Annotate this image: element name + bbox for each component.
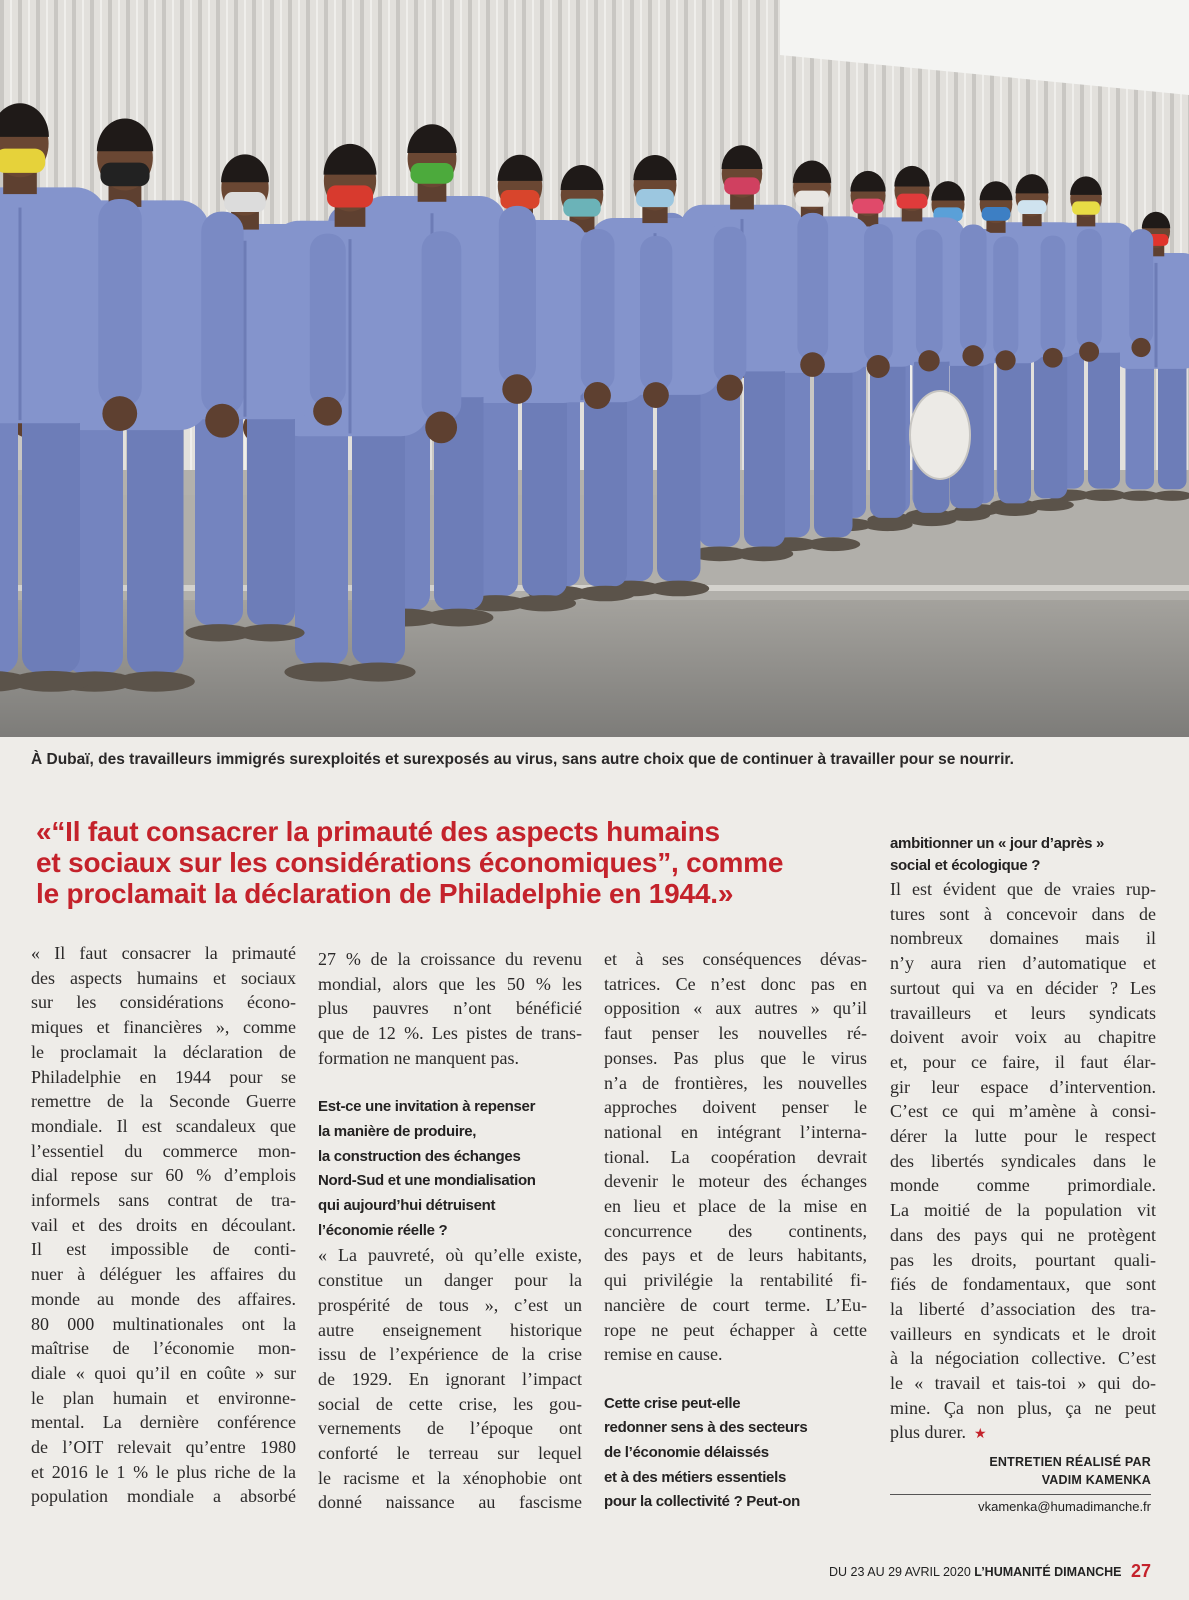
text-line — [318, 1342, 582, 1367]
answer-text — [604, 947, 867, 1367]
text-line-content: concurrence des continents, — [604, 1220, 867, 1241]
text-line-content: nuer à déléguer les affaires du — [31, 1264, 296, 1285]
text-line — [890, 1420, 1156, 1447]
credits-author: VADIM KAMENKA — [890, 1471, 1151, 1495]
interview-question — [604, 1392, 867, 1516]
text-line — [604, 1416, 867, 1441]
text-line — [890, 1173, 1156, 1198]
text-line-content: l’essentiel du commerce mon- — [31, 1140, 296, 1161]
text-line-content: dérer la lutte pour le respect — [890, 1126, 1156, 1147]
text-line — [604, 1071, 867, 1096]
text-line-content: doivent avoir voix au chapitre — [890, 1027, 1156, 1048]
text-line-content: dans des pays qui ne protègent — [890, 1224, 1156, 1245]
text-line — [318, 1169, 582, 1194]
text-line-content: et à des métiers essentiels — [604, 1468, 787, 1486]
answer-text — [318, 947, 582, 1071]
text-line-content: nancière de court terme. L’Eu- — [604, 1294, 867, 1315]
text-line-content: ambitionner un « jour d’après » — [890, 835, 1105, 852]
text-line — [31, 1460, 296, 1485]
text-line-content: La moitié de la population vit — [890, 1200, 1156, 1221]
text-line — [604, 1046, 867, 1071]
text-line — [604, 1169, 867, 1194]
text-line — [604, 947, 867, 972]
text-line — [318, 1021, 582, 1046]
text-line — [31, 1065, 296, 1090]
text-line-content: mental. La dernière conférence — [31, 1412, 296, 1433]
text-line — [318, 1392, 582, 1417]
text-line — [318, 1416, 582, 1441]
page-footer — [829, 1561, 1151, 1582]
page-number: 27 — [1130, 1561, 1151, 1581]
text-line — [31, 1361, 296, 1386]
text-line — [318, 1243, 582, 1268]
text-line-content: « La pauvreté, où qu’elle existe, — [318, 1245, 582, 1266]
text-line — [890, 1075, 1156, 1100]
text-line — [31, 1040, 296, 1065]
text-line — [31, 941, 296, 966]
text-line — [31, 1237, 296, 1262]
text-line — [604, 972, 867, 997]
pull-quote-line: le proclamait la déclaration de Philadelphie en 1944.» — [36, 878, 734, 909]
text-line — [318, 1441, 582, 1466]
text-line-content: social et écologique ? — [890, 857, 1041, 874]
text-line-content: mondiale. Il est scandaleux que — [31, 1115, 296, 1136]
text-line-content: maîtrise de l’économie mon- — [31, 1338, 296, 1359]
text-line — [31, 1114, 296, 1139]
text-line-content: gir leur espace d’intervention. — [890, 1076, 1156, 1097]
issue-dates: DU 23 AU 29 AVRIL 2020 — [829, 1565, 971, 1579]
text-line — [318, 947, 582, 972]
text-line-content: le racisme et la xénophobie ont — [318, 1467, 582, 1488]
text-line — [31, 1287, 296, 1312]
text-line — [31, 1089, 296, 1114]
text-line — [890, 1025, 1156, 1050]
text-line — [604, 1342, 867, 1367]
text-line-content: l’économie réelle ? — [318, 1221, 448, 1239]
text-line — [604, 1219, 867, 1244]
text-line-content: le proclamait la déclaration de — [31, 1041, 296, 1062]
text-line — [318, 1293, 582, 1318]
text-line-content: et 2016 le 1 % le plus riche de la — [31, 1461, 296, 1482]
text-line — [890, 1149, 1156, 1174]
text-line — [31, 1139, 296, 1164]
text-line-content: remise en cause. — [604, 1344, 723, 1365]
text-line-content: vail et des droits en découlant. — [31, 1214, 296, 1235]
text-line-content: travailleurs et leurs syndicats — [890, 1002, 1156, 1023]
plastic-bag — [910, 391, 970, 479]
interview-question — [890, 833, 1156, 877]
text-line-content: 80 000 multinationales ont la — [31, 1313, 296, 1334]
text-line-content: diale « quoi qu’il en coûte » sur — [31, 1362, 296, 1383]
text-line — [890, 855, 1156, 877]
text-line — [318, 1466, 582, 1491]
text-line-content: opposition « aux autres » qu’il — [604, 998, 867, 1019]
text-line-content: approches doivent penser le — [604, 1097, 867, 1118]
text-line — [890, 833, 1156, 855]
text-line-content: mondial, alors que les 50 % les — [318, 973, 582, 994]
text-line-content: surtout qui va en décider ? Les — [890, 977, 1156, 998]
text-line-content: conforté le terreau sur lequel — [318, 1443, 582, 1464]
text-line — [31, 1188, 296, 1213]
credits-label: ENTRETIEN RÉALISÉ PAR — [989, 1455, 1151, 1470]
text-line-content: formation ne manquent pas. — [318, 1047, 519, 1068]
text-line — [318, 1490, 582, 1515]
text-line-content: des aspects humains et sociaux — [31, 967, 296, 988]
article-column-3 — [604, 947, 867, 1515]
text-line-content: qui aujourd’hui détruisent — [318, 1197, 496, 1215]
text-line — [31, 1336, 296, 1361]
text-line — [318, 996, 582, 1021]
text-line-content: la construction des échanges — [318, 1147, 521, 1165]
article-column-1 — [31, 941, 296, 1509]
text-line-content: de 1929. En ignorant l’impact — [318, 1368, 582, 1389]
text-line-content: nombreux domaines mais il — [890, 928, 1156, 949]
text-line-content: plus pauvres n’ont bénéficié — [318, 998, 582, 1019]
text-line — [318, 972, 582, 997]
text-line-content: redonner sens à des secteurs — [604, 1419, 808, 1437]
text-line — [890, 1396, 1156, 1421]
text-line — [318, 1318, 582, 1343]
answer-text — [318, 1243, 582, 1515]
text-line — [31, 1312, 296, 1337]
photo-caption: À Dubaï, des travailleurs immigrés surexploités et surexposés au virus, sans autre choix que de continuer à travailler pour se nourrir. — [31, 751, 1014, 768]
text-line-content: le « travail et tais-toi » qui do- — [890, 1373, 1156, 1394]
text-line — [604, 1318, 867, 1343]
text-line-content: population mondiale a absorbé — [31, 1486, 296, 1507]
text-line-content: de l’OIT relevait qu’entre 1980 — [31, 1437, 296, 1458]
text-line — [890, 926, 1156, 951]
text-line — [604, 1095, 867, 1120]
text-line-content: devenir le moteur des échanges — [604, 1171, 867, 1192]
text-line-content: que de 12 %. Les pistes de trans- — [318, 1023, 582, 1044]
text-line-content: tatrices. Ce n’est donc pas en — [604, 973, 867, 994]
answer-text — [890, 877, 1156, 1447]
text-line-content: vailleurs en syndicats et le droit — [890, 1323, 1156, 1344]
interview-credits — [890, 1453, 1156, 1516]
text-line — [31, 1484, 296, 1509]
text-line-content: le plan humain et environne- — [31, 1387, 296, 1408]
text-line-content: autre enseignement historique — [318, 1319, 582, 1340]
text-line — [604, 996, 867, 1021]
text-line-content: Philadelphie en 1944 pour se — [31, 1066, 296, 1087]
text-line — [890, 1050, 1156, 1075]
text-line — [31, 1015, 296, 1040]
text-line-content: Il est évident que de vraies rup- — [890, 879, 1156, 899]
text-line — [31, 1386, 296, 1411]
text-line — [890, 1124, 1156, 1149]
text-line — [890, 1272, 1156, 1297]
text-line-content: prospérité de tous », c’est un — [318, 1294, 582, 1315]
text-line-content: informels sans contrat de tra- — [31, 1190, 296, 1211]
text-line — [604, 1490, 867, 1515]
publication-name: L’HUMANITÉ DIMANCHE — [974, 1565, 1122, 1579]
text-line-content: sur les considérations écono- — [31, 992, 296, 1013]
interview-question — [318, 1095, 582, 1243]
text-line — [31, 1213, 296, 1238]
text-line-content: tures sont à concevoir dans de — [890, 903, 1156, 924]
text-line-content: remettre de la Seconde Guerre — [31, 1091, 296, 1112]
text-line-content: 27 % de la croissance du revenu — [318, 949, 582, 969]
text-line — [31, 1262, 296, 1287]
text-line — [318, 1046, 582, 1071]
text-line-content: plus durer. — [890, 1422, 966, 1443]
text-line-content: rope ne peut échapper à cette — [604, 1319, 867, 1340]
text-line-content: en lieu et place de la mise en — [604, 1196, 867, 1217]
text-line — [318, 1268, 582, 1293]
text-line — [604, 1120, 867, 1145]
text-line — [604, 1441, 867, 1466]
text-line-content: monde comme primordiale. — [890, 1175, 1156, 1196]
text-line — [31, 966, 296, 991]
text-line — [604, 1466, 867, 1491]
text-line-content: à la négociation collective. C’est — [890, 1348, 1156, 1369]
pull-quote-line: «“Il faut consacrer la primauté des aspects humains — [36, 816, 720, 847]
text-line-content: et à ses conséquences dévas- — [604, 949, 867, 969]
text-line-content: vernements de l’époque ont — [318, 1418, 582, 1439]
text-line-content: des libertés syndicales dans le — [890, 1150, 1156, 1171]
text-line-content: tional. La coopération devrait — [604, 1146, 867, 1167]
end-star-icon: ★ — [974, 1426, 987, 1443]
text-line — [318, 1120, 582, 1145]
pull-quote — [36, 816, 886, 909]
pull-quote-line: et sociaux sur les considérations économiques”, comme — [36, 847, 784, 878]
text-line — [31, 1163, 296, 1188]
text-line-content: ponses. Pas plus que le virus — [604, 1047, 867, 1068]
text-line — [890, 951, 1156, 976]
text-line-content: n’y aura rien d’automatique et — [890, 953, 1156, 974]
text-line-content: Nord-Sud et une mondialisation — [318, 1172, 536, 1190]
answer-text — [31, 941, 296, 1509]
text-line — [890, 1371, 1156, 1396]
text-line-content: faut penser les nouvelles ré- — [604, 1023, 867, 1044]
text-line — [890, 1346, 1156, 1371]
text-line-content: national en intégrant l’interna- — [604, 1121, 867, 1142]
text-line — [318, 1145, 582, 1170]
article-column-4 — [890, 833, 1156, 1516]
photo-workers-queue — [0, 0, 1189, 737]
text-line-content: mine. Ça non plus, ça ne peut — [890, 1397, 1156, 1418]
article-column-2 — [318, 947, 582, 1515]
text-line-content: la manière de produire, — [318, 1122, 477, 1140]
text-line-content: miques et financières », comme — [31, 1017, 296, 1038]
text-line — [318, 1194, 582, 1219]
text-line — [890, 1198, 1156, 1223]
text-line — [604, 1268, 867, 1293]
text-line-content: qui privilégie la rentabilité fi- — [604, 1270, 867, 1291]
text-line — [604, 1243, 867, 1268]
text-line — [890, 1001, 1156, 1026]
text-line-content: Il est impossible de conti- — [31, 1239, 296, 1260]
text-line-content: issu de l’expérience de la crise — [318, 1344, 582, 1365]
text-line-content: la liberté d’association des tra- — [890, 1298, 1156, 1319]
text-line-content: monde au monde des affaires. — [31, 1288, 296, 1309]
text-line-content: C’est ce qui m’amène à consi- — [890, 1101, 1156, 1122]
text-line-content: Est-ce une invitation à repenser — [318, 1098, 536, 1116]
text-line — [890, 1322, 1156, 1347]
text-line-content: n’a de frontières, les nouvelles — [604, 1072, 867, 1093]
text-line — [604, 1293, 867, 1318]
text-line — [318, 1219, 582, 1244]
text-line-content: des pays et de leurs habitants, — [604, 1245, 867, 1266]
text-line — [604, 1145, 867, 1170]
text-line-content: pour la collectivité ? Peut-on — [604, 1493, 801, 1511]
text-line — [31, 1410, 296, 1435]
text-line-content: dial repose sur 60 % d’emplois — [31, 1165, 296, 1186]
text-line — [890, 976, 1156, 1001]
text-line — [604, 1194, 867, 1219]
text-line-content: Cette crise peut-elle — [604, 1394, 741, 1412]
text-line — [604, 1021, 867, 1046]
text-line — [890, 1297, 1156, 1322]
text-line — [318, 1367, 582, 1392]
text-line — [604, 1392, 867, 1417]
text-line — [890, 877, 1156, 902]
text-line-content: de l’économie délaissés — [604, 1444, 769, 1462]
text-line-content: donné naissance au fascisme — [318, 1492, 582, 1513]
text-line — [890, 902, 1156, 927]
text-line — [31, 990, 296, 1015]
text-line-content: fiés de fondamentaux, que sont — [890, 1274, 1156, 1295]
text-line-content: « Il faut consacrer la primauté — [31, 943, 296, 963]
text-line — [31, 1435, 296, 1460]
text-line-content: pas les droits, pourtant quali- — [890, 1249, 1156, 1270]
text-line — [318, 1095, 582, 1120]
text-line — [890, 1248, 1156, 1273]
text-line — [890, 1099, 1156, 1124]
author-email: vkamenka@humadimanche.fr — [978, 1499, 1151, 1515]
text-line-content: constitue un danger pour la — [318, 1270, 582, 1291]
text-line — [890, 1223, 1156, 1248]
text-line-content: social de cette crise, les gou- — [318, 1393, 582, 1414]
text-line-content: et, pour ce faire, il faut élar- — [890, 1051, 1156, 1072]
